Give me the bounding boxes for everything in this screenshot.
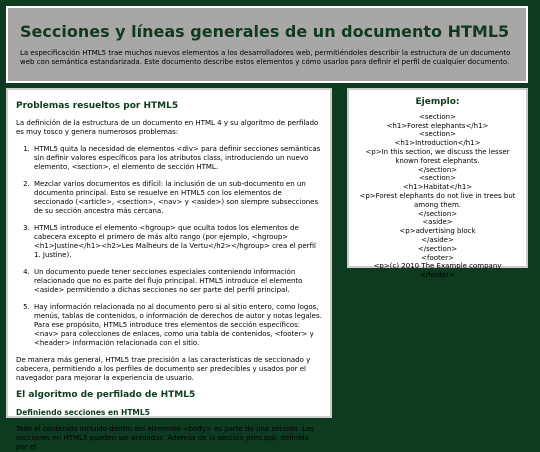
code-line: <section>: [419, 112, 456, 121]
code-line: <h1>Habitat</h1>: [402, 183, 473, 192]
subsection-text: Todo el contenido incluido dentro del elemento <body> es parte de una sección. Las secciones en HTML5 pueden ser anidadas. Además de la sección principal, definida por el: [16, 425, 315, 451]
page-header: [6, 6, 528, 83]
section-heading-algorithm: El algoritmo de perfilado de HTML5: [16, 390, 196, 400]
subsection-heading: Definiendo secciones en HTML5: [16, 408, 150, 417]
code-line: <p>In this section, we discuss the lesser known forest elephants.: [365, 147, 510, 165]
example-box: [347, 88, 528, 280]
code-line: <p>Forest elephants do not live in trees but among them.: [359, 191, 516, 209]
problems-intro: La definición de la estructura de un documento en HTML 4 y su algoritmo de perfilado es muy tosco y genera numerosos problemas:: [16, 119, 319, 136]
code-line: </footer>: [419, 271, 456, 280]
code-line: </section>: [417, 165, 458, 174]
code-line: <p>(c) 2010 The Example company: [373, 262, 502, 271]
list-item: 3. HTML5 introduce el elemento <hgroup> que oculta todos los elementos de cabecera excepto el primero de más alto rango (por ejemplo, <hgroup><h1>Justine</h1><h2>Les Malheurs de la Vertu</h2></hgroup> crea el perfil 1. Justine).: [32, 224, 322, 260]
list-item: 4. Un documento puede tener secciones especiales conteniendo información relacionado que no es parte del flujo principal. HTML5 introduce el elemento <aside> permitiendo a dichas secciones no ser parte del perfil principal.: [32, 268, 322, 295]
page-intro: La especificación HTML5 trae muchos nuevos elementos a los desarrolladores web, permitiéndoles describir la estructura de un documento web con semántica estandarizada. Este documento describe estos elementos y cómo usarlos para definir el perfil de cualquier documento.: [20, 49, 511, 66]
problems-list: [16, 145, 322, 348]
code-line: <section>: [419, 174, 456, 183]
code-line: <h1>Forest elephants</h1>: [386, 121, 489, 130]
list-item: 2. Mezclar varios documentos es difícil: la inclusión de un sub-documento en un documento principal. Esto se resuelve en HTML5 con los elementos de seccionado (<article>, <section>, <nav> y <aside>) son siempre subsecciones de su sección ancestra más cercana.: [32, 180, 322, 216]
code-line: <h1>Introduction</h1>: [394, 139, 481, 148]
example-title: Ejemplo:: [415, 97, 460, 107]
code-line: <p>advertising block: [399, 227, 476, 236]
main-content[interactable]: [6, 88, 332, 451]
code-line: <aside>: [422, 218, 453, 227]
code-line: <section>: [419, 130, 456, 139]
page-title: Secciones y líneas generales de un documento HTML5: [20, 22, 510, 41]
section-heading-problems: Problemas resueltos por HTML5: [16, 101, 179, 111]
conclusion-text: De manera más general, HTML5 trae precisión a las características de seccionado y cabecera, permitiendo a los perfiles de documento ser predecibles y usados por el navegador para mejorar la experiencia de usuario.: [16, 356, 311, 382]
code-line: </section>: [417, 244, 458, 253]
code-line: <footer>: [421, 253, 454, 262]
list-item: 5. Hay información relacionada no al documento pero si al sitio entero, como logos, menús, tablas de contenidos, o información de derechos de autor y notas legales. Para ese propósito, HTML5 introduce tres elementos de sección específicos: <nav> para colecciones de enlaces, como una tabla de contenidos, <footer> y <header> información relacionada con el sitio.: [32, 303, 322, 348]
list-item: 1. HTML5 quita la necesidad de elementos <div> para definir secciones semánticas sin definir valores específicos para los atributos class, introduciendo un nuevo elemento, <section>, el elemento de sección HTML.: [32, 145, 322, 172]
code-line: </section>: [417, 209, 458, 218]
code-line: </aside>: [421, 235, 454, 244]
